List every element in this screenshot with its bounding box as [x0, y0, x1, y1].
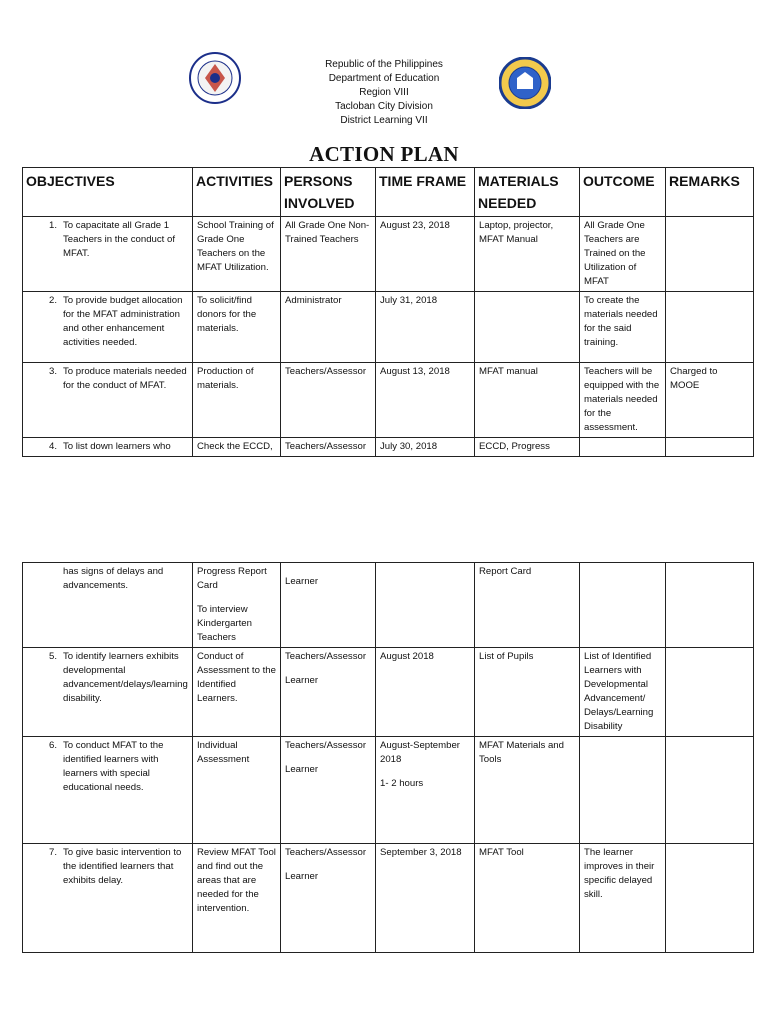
persons-cell: Administrator: [281, 292, 376, 363]
column-header: OBJECTIVES: [23, 168, 193, 217]
objective-cell: [23, 292, 193, 363]
header-line: Region VIII: [359, 87, 409, 98]
materials-cell: ECCD, Progress: [475, 438, 580, 457]
table-row: [23, 363, 754, 438]
objective-text: To identify learners exhibits developmental advancement/delays/learning disability.: [63, 651, 188, 704]
time-cell: August 13, 2018: [376, 363, 475, 438]
column-header: MATERIALS NEEDED: [475, 168, 580, 217]
objective-number: 3.: [48, 366, 57, 377]
persons-text: Learner: [285, 675, 319, 686]
table-row: [23, 844, 754, 953]
page-title: ACTION PLAN: [309, 142, 459, 166]
remarks-cell: [666, 737, 754, 844]
column-header: TIME FRAME: [376, 168, 475, 217]
remarks-cell: [666, 648, 754, 737]
objective-number: 2.: [48, 295, 57, 306]
persons-text: Teachers/Assessor: [285, 847, 367, 858]
objective-cell: [23, 217, 193, 292]
persons-text: Learner: [285, 764, 319, 775]
objective-cell: [23, 844, 193, 953]
objective-text: has signs of delays and advancements.: [63, 566, 164, 591]
remarks-cell: [666, 438, 754, 457]
materials-cell: [475, 292, 580, 363]
header-line: Republic of the Philippines: [325, 59, 443, 70]
time-cell: September 3, 2018: [376, 844, 475, 953]
column-header: OUTCOME: [580, 168, 666, 217]
objective-number: 6.: [48, 740, 57, 751]
activities-cell: Review MFAT Tool and find out the areas that are needed for the intervention.: [193, 844, 281, 953]
objective-cell: [23, 737, 193, 844]
time-cell: [376, 737, 475, 844]
remarks-cell: Charged to MOOE: [666, 363, 754, 438]
outcome-cell: To create the materials needed for the said training.: [580, 292, 666, 363]
objective-number: [27, 565, 63, 593]
activities-cell: Individual Assessment: [193, 737, 281, 844]
column-header: ACTIVITIES: [193, 168, 281, 217]
time-text: August-September 2018: [380, 740, 460, 765]
activities-cell: Production of materials.: [193, 363, 281, 438]
objective-text: To give basic intervention to the identified learners that exhibits delay.: [63, 847, 182, 886]
objective-text: To list down learners who: [63, 441, 171, 452]
objective-cell: [23, 363, 193, 438]
objective-text: To produce materials needed for the conduct of MFAT.: [63, 366, 187, 391]
activity-text: Progress Report Card: [197, 566, 267, 591]
persons-text: Learner: [285, 576, 319, 587]
table-row: [23, 292, 754, 363]
persons-cell: Teachers/Assessor: [281, 363, 376, 438]
objective-cell: [23, 648, 193, 737]
persons-text: Teachers/Assessor: [285, 651, 367, 662]
persons-cell: All Grade One Non-Trained Teachers: [281, 217, 376, 292]
objective-number: 1.: [48, 220, 57, 231]
objective-cell: [23, 438, 193, 457]
materials-cell: Report Card: [475, 563, 580, 648]
table-row: [23, 648, 754, 737]
outcome-cell: [580, 563, 666, 648]
materials-cell: MFAT Tool: [475, 844, 580, 953]
remarks-cell: [666, 217, 754, 292]
time-cell: July 31, 2018: [376, 292, 475, 363]
outcome-cell: The learner improves in their specific delayed skill.: [580, 844, 666, 953]
activities-cell: To solicit/find donors for the materials.: [193, 292, 281, 363]
activities-cell: [193, 563, 281, 648]
objective-text: To provide budget allocation for the MFAT administration and other enhancement activities needed.: [63, 295, 183, 348]
remarks-cell: [666, 844, 754, 953]
time-text: 1- 2 hours: [380, 778, 424, 789]
outcome-cell: [580, 737, 666, 844]
outcome-cell: Teachers will be equipped with the materials needed for the assessment.: [580, 363, 666, 438]
outcome-cell: List of Identified Learners with Developmental Advancement/ Delays/Learning Disability: [580, 648, 666, 737]
header-line: Department of Education: [328, 73, 440, 84]
table-row: [23, 217, 754, 292]
persons-cell: Teachers/Assessor: [281, 438, 376, 457]
activities-cell: School Training of Grade One Teachers on the MFAT Utilization.: [193, 217, 281, 292]
persons-text: Teachers/Assessor: [285, 740, 367, 751]
letterhead: [0, 58, 768, 128]
persons-cell: [281, 844, 376, 953]
objective-number: 5.: [48, 651, 57, 662]
remarks-cell: [666, 563, 754, 648]
activity-text: To interview Kindergarten Teachers: [197, 604, 252, 643]
action-plan-table: [22, 167, 754, 457]
table-row: [23, 438, 754, 457]
objective-cell: [23, 563, 193, 648]
action-plan-table-continued: [22, 562, 754, 953]
outcome-cell: [580, 438, 666, 457]
activities-cell: Check the ECCD,: [193, 438, 281, 457]
remarks-cell: [666, 292, 754, 363]
materials-cell: MFAT Materials and Tools: [475, 737, 580, 844]
header-line: District Learning VII: [340, 115, 428, 126]
materials-cell: Laptop, projector, MFAT Manual: [475, 217, 580, 292]
header-line: Tacloban City Division: [335, 101, 433, 112]
time-cell: [376, 563, 475, 648]
objective-number: 4.: [48, 441, 57, 452]
table-row: [23, 737, 754, 844]
materials-cell: List of Pupils: [475, 648, 580, 737]
objective-text: To capacitate all Grade 1 Teachers in the conduct of MFAT.: [63, 220, 175, 259]
time-cell: July 30, 2018: [376, 438, 475, 457]
persons-text: Learner: [285, 871, 319, 882]
column-header: REMARKS: [666, 168, 754, 217]
table-row: [23, 563, 754, 648]
objective-text: To conduct MFAT to the identified learners with learners with special educational needs.: [63, 740, 164, 793]
activities-cell: Conduct of Assessment to the Identified Learners.: [193, 648, 281, 737]
time-cell: August 23, 2018: [376, 217, 475, 292]
persons-cell: [281, 563, 376, 648]
time-cell: August 2018: [376, 648, 475, 737]
table-header-row: [23, 168, 754, 217]
persons-cell: [281, 737, 376, 844]
materials-cell: MFAT manual: [475, 363, 580, 438]
objective-number: 7.: [48, 847, 57, 858]
persons-cell: [281, 648, 376, 737]
outcome-cell: All Grade One Teachers are Trained on the Utilization of MFAT: [580, 217, 666, 292]
column-header: PERSONS INVOLVED: [281, 168, 376, 217]
